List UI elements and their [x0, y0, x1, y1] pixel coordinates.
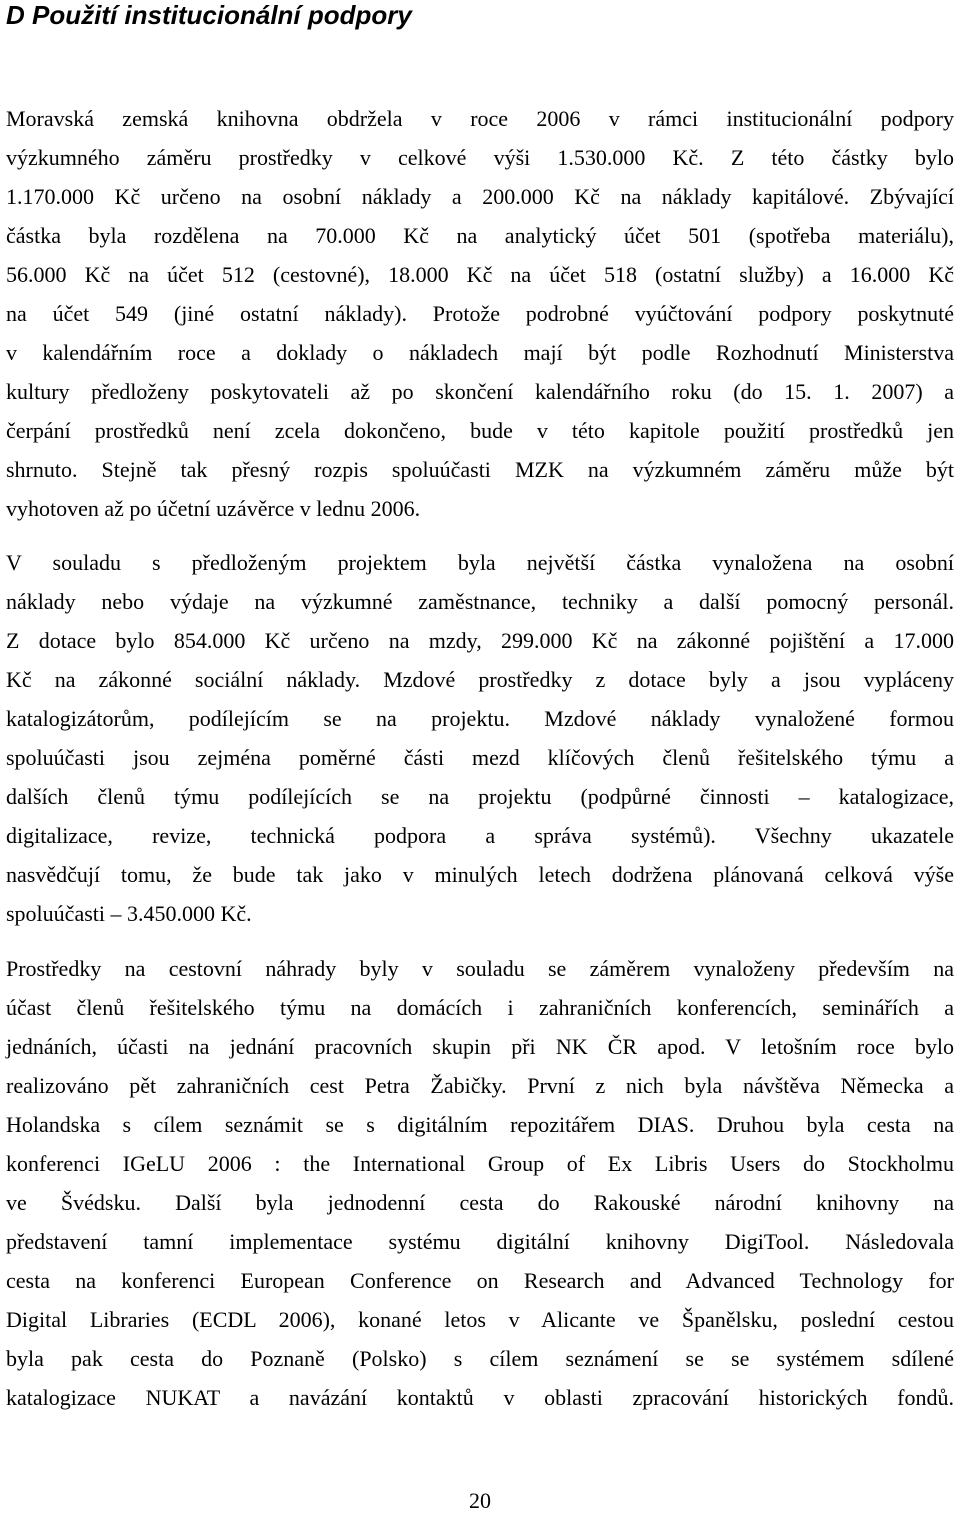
- paragraph-institutional-support: [6, 99, 954, 528]
- text-line: částka byla rozdělena na 70.000 Kč na analytický účet 501 (spotřeba materiálu),: [6, 223, 954, 248]
- text-line: katalogizace NUKAT a navázání kontaktů v oblasti zpracování historických fondů.: [6, 1385, 954, 1410]
- text-line: Kč na zákonné sociální náklady. Mzdové prostředky z dotace byly a jsou vypláceny: [6, 667, 954, 692]
- text-line: kultury předloženy poskytovateli až po skončení kalendářního roku (do 15. 1. 2007) a: [6, 379, 954, 404]
- text-line: Prostředky na cestovní náhrady byly v souladu se záměrem vynaloženy především na: [6, 956, 954, 981]
- text-line: Digital Libraries (ECDL 2006), konané letos v Alicante ve Španělsku, poslední cestou: [6, 1307, 954, 1332]
- text-line: představení tamní implementace systému digitální knihovny DigiTool. Následovala: [6, 1229, 954, 1254]
- section-heading: D Použití institucionální podpory: [6, 0, 412, 30]
- text-line: V souladu s předloženým projektem byla největší částka vynaložena na osobní: [6, 550, 954, 575]
- text-line: spoluúčasti – 3.450.000 Kč.: [6, 901, 252, 926]
- text-line: dalších členů týmu podílejících se na projektu (podpůrné činnosti – katalogizace,: [6, 784, 954, 809]
- text-line: náklady nebo výdaje na výzkumné zaměstnance, techniky a další pomocný personál.: [6, 589, 954, 614]
- text-line: Moravská zemská knihovna obdržela v roce 2006 v rámci institucionální podpory: [6, 106, 954, 131]
- text-line: Z dotace bylo 854.000 Kč určeno na mzdy, 299.000 Kč na zákonné pojištění a 17.000: [6, 628, 954, 653]
- text-line: cesta na konferenci European Conference on Research and Advanced Technology for: [6, 1268, 954, 1293]
- text-line: 1.170.000 Kč určeno na osobní náklady a 200.000 Kč na náklady kapitálové. Zbývající: [6, 184, 954, 209]
- text-line: katalogizátorům, podílejícím se na projektu. Mzdové náklady vynaložené formou: [6, 706, 954, 731]
- text-line: realizováno pět zahraničních cest Petra Žabičky. První z nich byla návštěva Německa a: [6, 1073, 954, 1098]
- text-line: jednáních, účasti na jednání pracovních skupin při NK ČR apod. V letošním roce bylo: [6, 1034, 954, 1059]
- paragraph-personnel-costs: [6, 543, 954, 933]
- text-line: Holandska s cílem seznámit se s digitálním repozitářem DIAS. Druhou byla cesta na: [6, 1112, 954, 1137]
- text-line: shrnuto. Stejně tak přesný rozpis spoluúčasti MZK na výzkumném záměru může být: [6, 457, 954, 482]
- text-line: 56.000 Kč na účet 512 (cestovné), 18.000 Kč na účet 518 (ostatní služby) a 16.000 Kč: [6, 262, 954, 287]
- text-line: nasvědčují tomu, že bude tak jako v minulých letech dodržena plánovaná celková výše: [6, 862, 954, 887]
- text-line: konferenci IGeLU 2006 : the International Group of Ex Libris Users do Stockholmu: [6, 1151, 954, 1176]
- text-line: vyhotoven až po účetní uzávěrce v lednu 2006.: [6, 496, 421, 521]
- text-line: spoluúčasti jsou zejména poměrné části mezd klíčových členů řešitelského týmu a: [6, 745, 954, 770]
- text-line: digitalizace, revize, technická podpora a správa systémů). Všechny ukazatele: [6, 823, 954, 848]
- text-line: účast členů řešitelského týmu na domácích i zahraničních konferencích, seminářích a: [6, 995, 954, 1020]
- paragraph-travel-costs: [6, 949, 954, 1417]
- text-line: byla pak cesta do Poznaně (Polsko) s cílem seznámení se se systémem sdílené: [6, 1346, 954, 1371]
- text-line: výzkumného záměru prostředky v celkové výši 1.530.000 Kč. Z této částky bylo: [6, 145, 954, 170]
- page-number: 20: [469, 1488, 491, 1513]
- text-line: čerpání prostředků není zcela dokončeno, bude v této kapitole použití prostředků jen: [6, 418, 954, 443]
- text-line: v kalendářním roce a doklady o nákladech mají být podle Rozhodnutí Ministerstva: [6, 340, 954, 365]
- text-line: na účet 549 (jiné ostatní náklady). Protože podrobné vyúčtování podpory poskytnuté: [6, 301, 954, 326]
- text-line: ve Švédsku. Další byla jednodenní cesta do Rakouské národní knihovny na: [6, 1190, 954, 1215]
